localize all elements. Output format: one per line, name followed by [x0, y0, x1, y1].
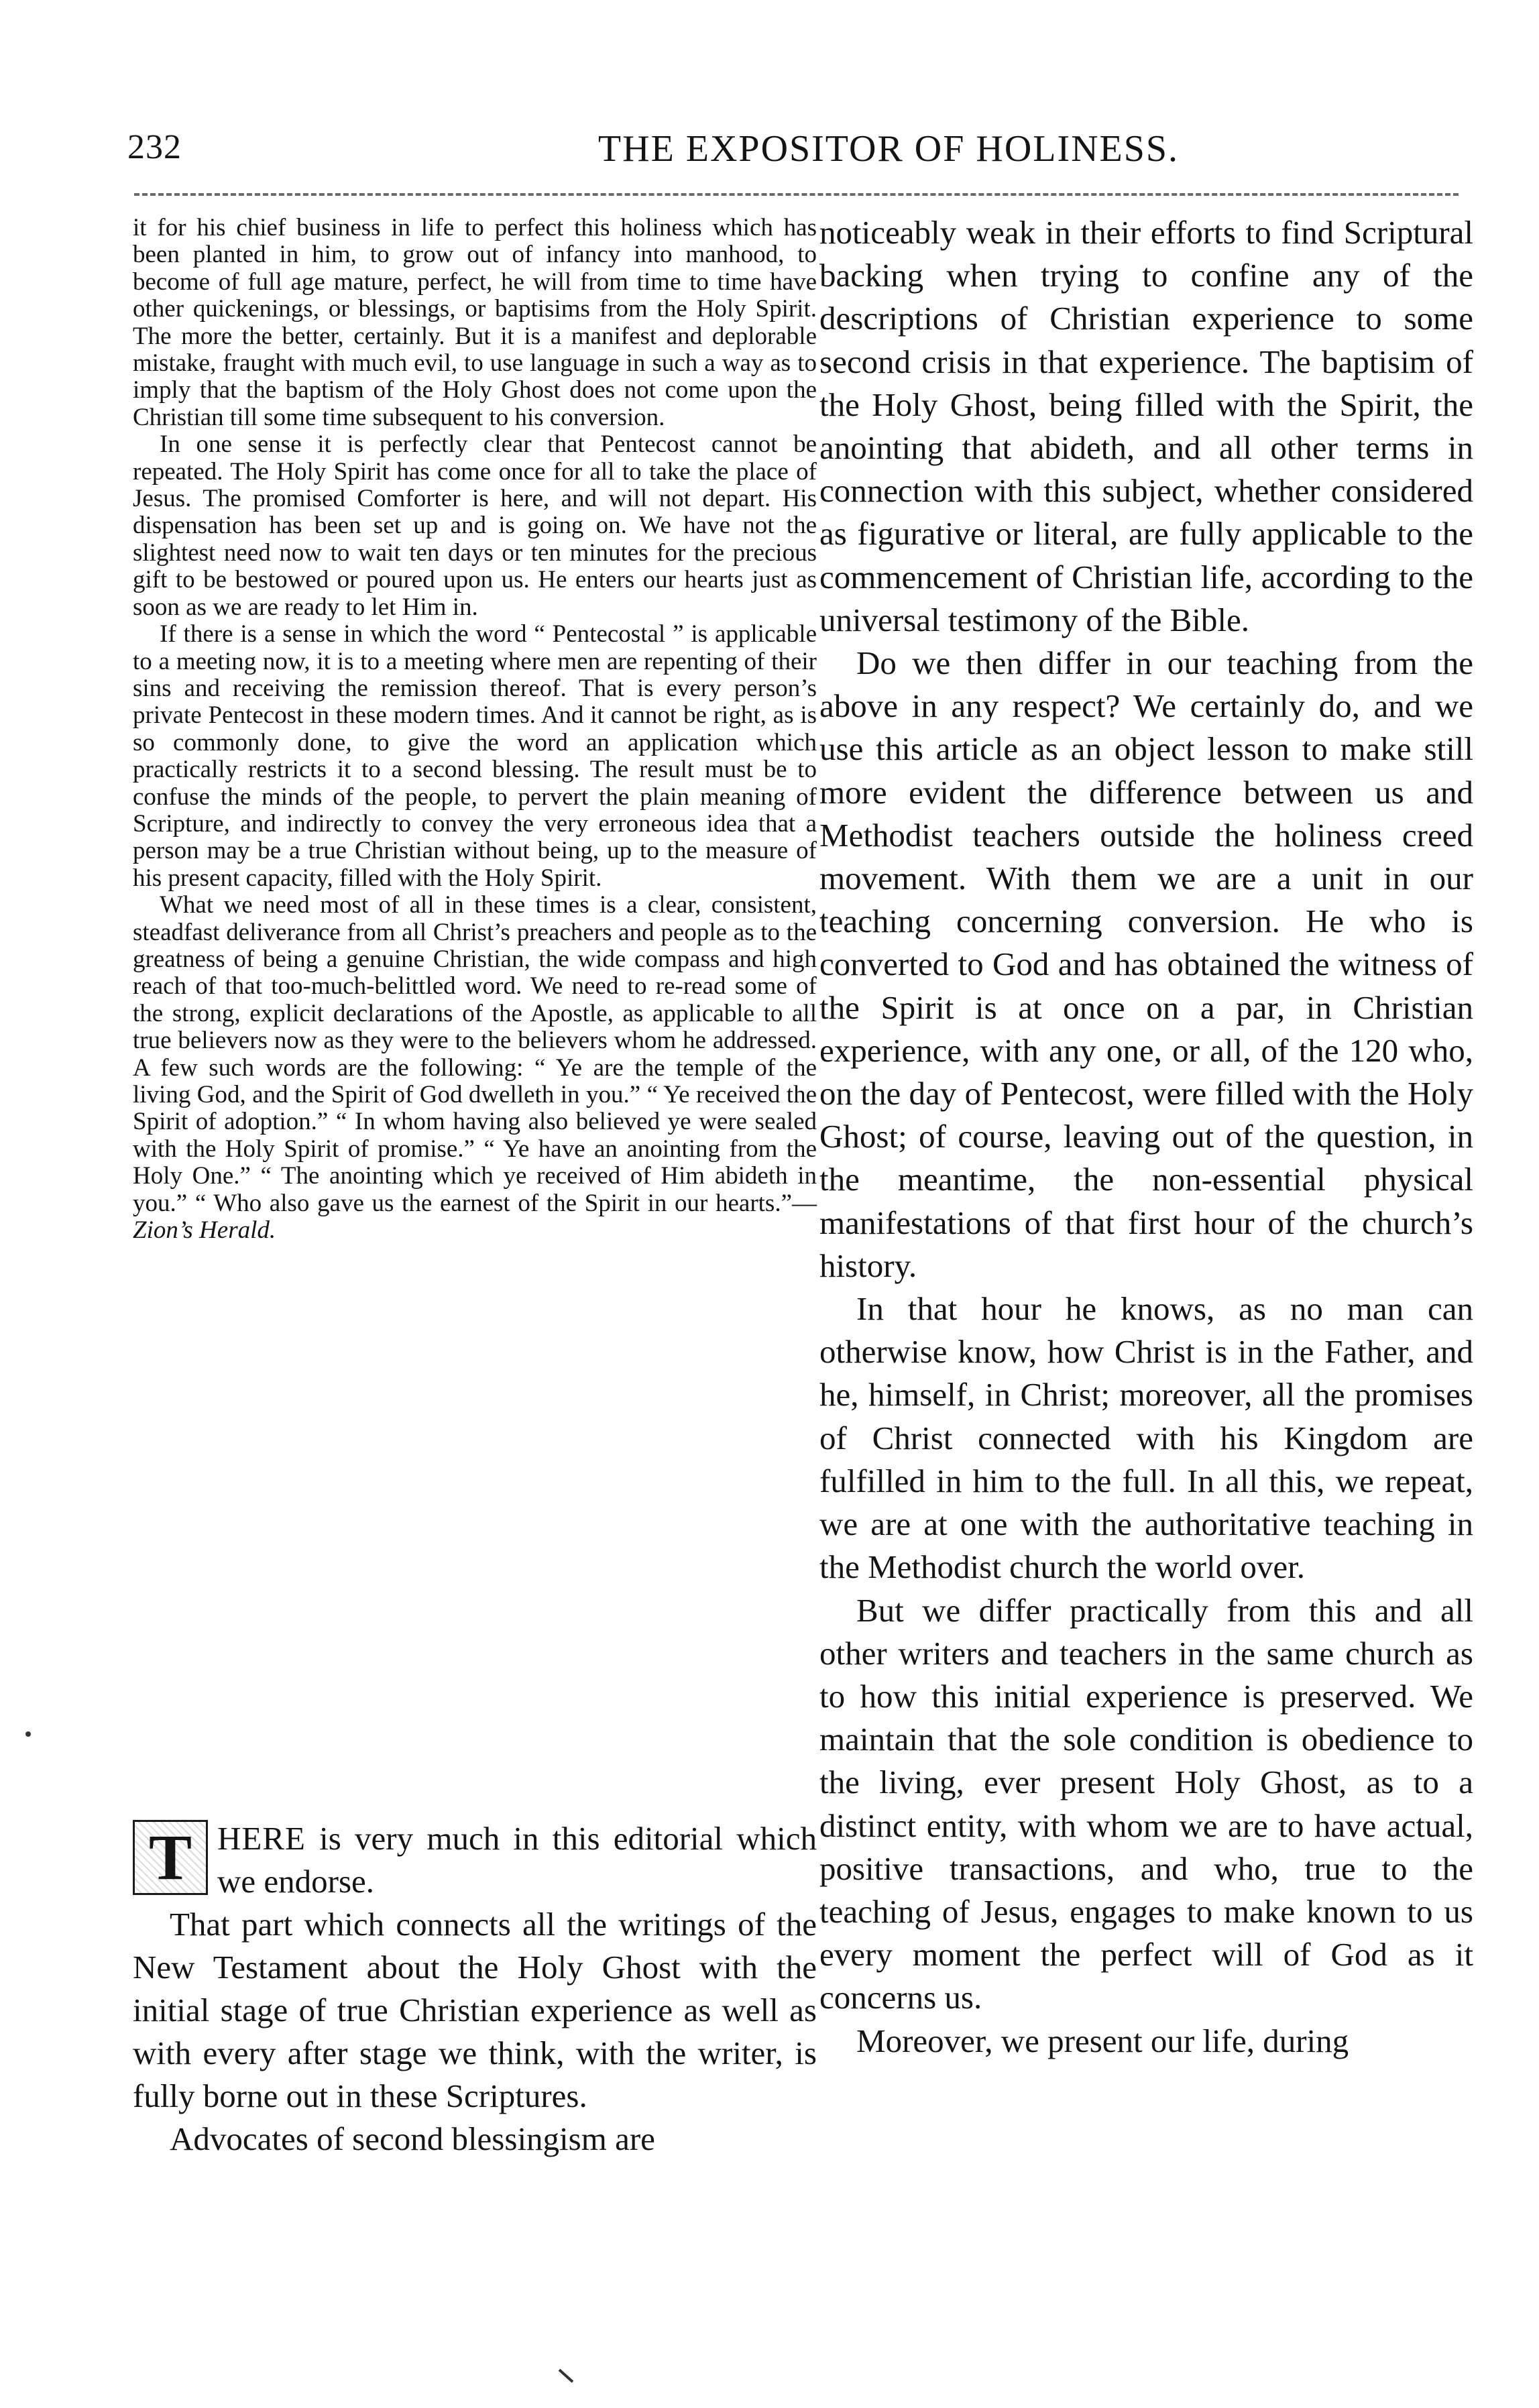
page-number: 232 [127, 128, 182, 166]
header-rule [134, 193, 1459, 196]
editorial-paragraph: That part which connects all the writings of the New Testament about the Holy Ghost with the initial stage of true Christian experience as well as with every after stage we think, with the writer, is fully borne out in these Scriptures. [133, 1906, 817, 2114]
quote-paragraph-text: What we need most of all in these times is a clear, consistent, steadfast deliverance from all Christ’s preachers and people as to the greatness of being a genuine Christian, the wide compass and high reach of that too-much-belittled word. We need to re-read some of the strong, explicit declarations of the Apostle, as applicable to all true believers now as they were to the believers whom he addressed. A few such words are the following: “ Ye are the temple of the living God, and the Spirit of God dwelleth in you.” “ Ye received the Spirit of adoption.” “ In whom having also believed ye were sealed with the Holy Spirit of promise.” “ Ye have an anointing from the Holy One.” “ The anointing which ye received of Him abideth in you.” “ Who also gave us the earnest of the Spirit in our hearts.”— [133, 891, 817, 1217]
lead-word: HERE [217, 1820, 306, 1857]
right-paragraph: noticeably weak in their efforts to find Scriptural backing when trying to confine any of the descriptions of Christian experience to some second crisis in that experience. The baptisim of the Holy Ghost, being filled with the Spirit, the anointing that abideth, and all other terms in connection with this subject, whether considered as figurative or literal, are fully applicable to the commencement of Christian life, according to the universal testimony of the Bible. [819, 214, 1473, 638]
quote-paragraph [133, 892, 817, 1244]
right-column [819, 211, 1473, 2063]
quote-paragraph: If there is a sense in which the word “ Pentecostal ” is applicable to a meeting now, it is to a meeting where men are repenting of their sins and receiving the remission thereof. That is every person’s private Pentecost in these modern times. And it cannot be right, as is so commonly done, to give the word an application which practically restricts it to a second blessing. The result must be to confuse the minds of the people, to pervert the plain meaning of Scripture, and indirectly to convey the very erroneous idea that a person may be a true Christian without being, up to the measure of his present capacity, filled with the Holy Spirit. [133, 620, 817, 892]
editorial-comment [133, 1817, 817, 2161]
print-speck-dot [24, 1730, 32, 1738]
right-paragraph: But we differ practically from this and all other writers and teachers in the same church as to how this initial experience is preserved. We maintain that the sole condition is obedience to the living, ever present Holy Ghost, as to a distinct entity, with whom we are to have actual, positive transactions, and who, true to the teaching of Jesus, engages to make known to us every moment the perfect will of God as it concerns us. [819, 1591, 1473, 2016]
page-header [127, 127, 1459, 181]
print-speck-mark [557, 2367, 577, 2387]
quote-attribution: Zion’s Herald. [133, 1216, 276, 1245]
right-paragraph: Do we then differ in our teaching from the above in any respect? We certainly do, and we use this article as an object lesson to make still more evident the difference between us and Methodist teachers outside the holiness creed movement. With them we are a unit in our teaching concerning conversion. He who is converted to God and has obtained the witness of the Spirit is at once on a par, in Christian experience, with any one, or all, of the 120 who, on the day of Pentecost, were filled with the Holy Ghost; of course, leaving out of the question, in the meantime, the non-essential physical manifestations of that first hour of the church’s history. [819, 644, 1473, 1284]
lead-text: is very much in this editorial which we endorse. [217, 1820, 817, 1900]
editorial-lead-paragraph [133, 1817, 817, 1903]
quote-paragraph: In one sense it is perfectly clear that Pentecost cannot be repeated. The Holy Spirit has come once for all to take the place of Jesus. The promised Comforter is here, and will not depart. His dispensation has been set up and is going on. We have not the slightest need now to wait ten days or ten minutes for the precious gift to be bestowed or poured upon us. He enters our hearts just as soon as we are ready to let Him in. [133, 431, 817, 621]
quote-paragraph: it for his chief business in life to perfect this holiness which has been planted in him, to grow out of infancy into manhood, to become of full age mature, perfect, he will from time to time have other quickenings, or blessings, or baptisims from the Holy Spirit. The more the better, certainly. But it is a manifest and deplorable mistake, fraught with much evil, to use language in such a way as to imply that the baptism of the Holy Ghost does not come upon the Christian till some time subsequent to his conversion. [133, 214, 817, 431]
quoted-article [133, 215, 817, 1244]
right-paragraph: In that hour he knows, as no man can otherwise know, how Christ is in the Father, and he, himself, in Christ; moreover, all the promises of Christ connected with his Kingdom are fulfilled in him to the full. In all this, we repeat, we are at one with the authoritative teaching in the Methodist church the world over. [819, 1290, 1473, 1586]
drop-cap-initial: T [133, 1820, 208, 1895]
running-title: THE EXPOSITOR OF HOLINESS. [597, 128, 1180, 170]
right-paragraph: Moreover, we present our life, during [856, 2022, 1349, 2059]
editorial-paragraph: Advocates of second blessingism are [170, 2120, 655, 2157]
